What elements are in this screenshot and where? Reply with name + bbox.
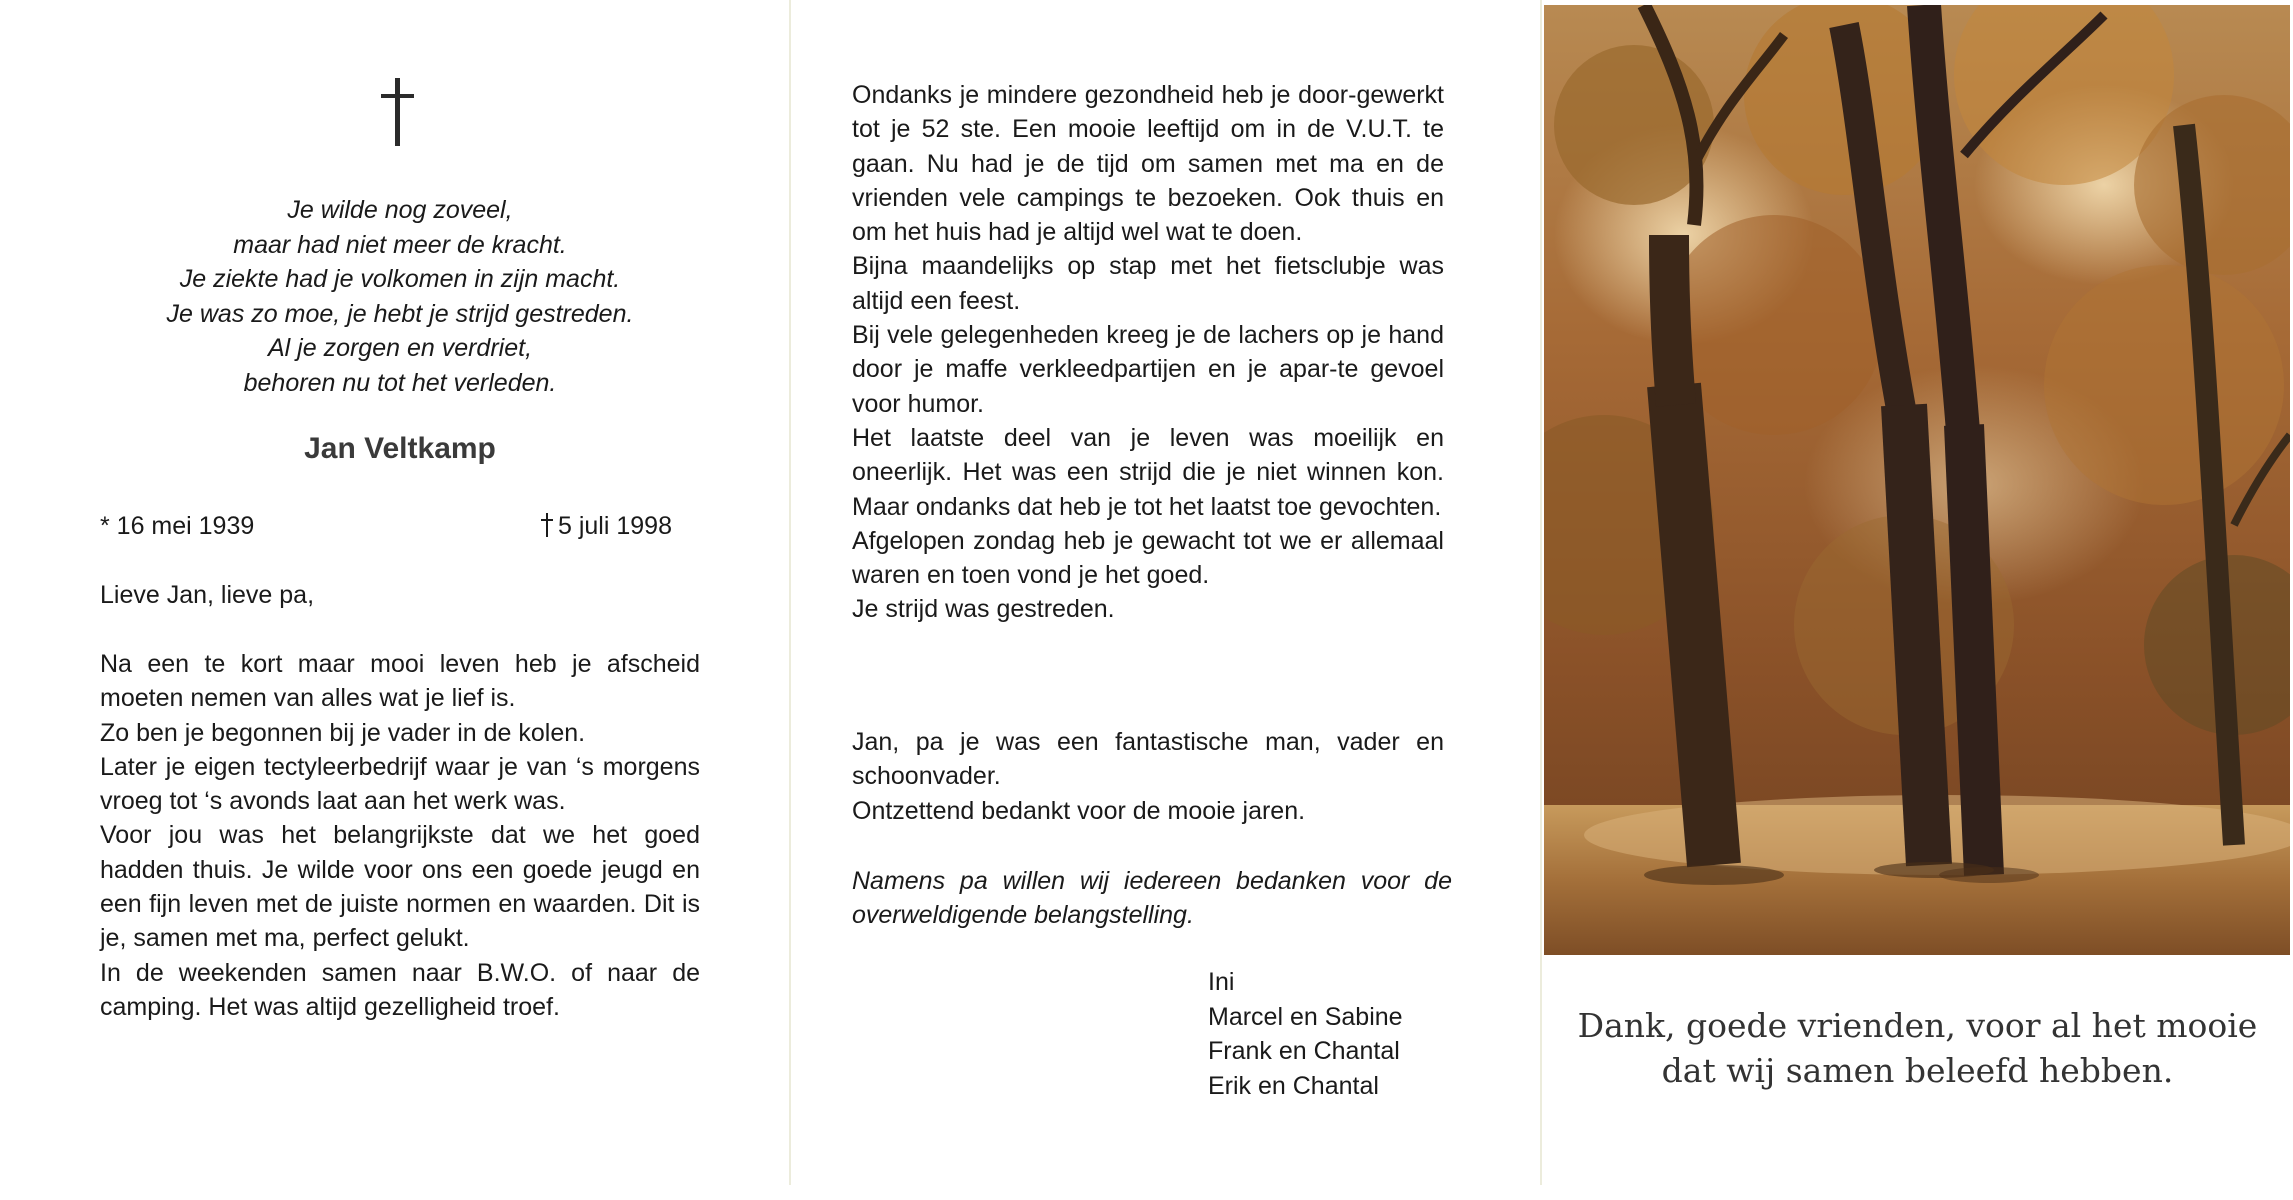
signer: Erik en Chantal: [1208, 1071, 1379, 1100]
verse-line: Je wilde nog zoveel,: [287, 196, 513, 224]
paragraph: Ondanks je mindere gezondheid heb je door-gewerkt tot je 52 ste. Een mooie leeftijd om in de V.U.T. te gaan. Nu had je de tijd om samen met ma en de vrienden vele campings te bezoeken. Ook thuis en om het huis had je altijd wel wat te doen.: [852, 81, 1444, 247]
tribute-text-middle: [852, 78, 1444, 627]
verse-line: maar had niet meer de kracht.: [233, 230, 567, 259]
verse-line: Je was zo moe, je hebt je strijd gestreden.: [166, 299, 634, 328]
verse-line: Al je zorgen en verdriet,: [267, 334, 533, 362]
paragraph: Het laatste deel van je leven was moeilijk en oneerlijk. Het was een strijd die je niet winnen kon. Maar ondanks dat heb je tot het laatst toe gevochten.: [852, 423, 1444, 521]
right-panel: [1542, 0, 2293, 1200]
signer: Marcel en Sabine: [1208, 1002, 1403, 1031]
caption-line: dat wij samen beleefd hebben.: [1661, 1051, 2174, 1090]
acknowledgement: Namens pa willen wij iedereen bedanken voor de overweldigende belangstelling.: [852, 867, 1452, 930]
verse-line: Je ziekte had je volkomen in zijn macht.: [179, 265, 621, 293]
birth-date: * 16 mei 1939: [100, 512, 255, 540]
memorial-verse: [80, 193, 720, 400]
paragraph: Later je eigen tectyleerbedrijf waar je van ‘s morgens vroeg tot ‘s avonds laat aan het werk was.: [100, 752, 700, 816]
paragraph: In de weekenden samen naar B.W.O. of naar de camping. Het was altijd gezelligheid troef.: [100, 958, 700, 1021]
middle-panel: [790, 0, 1542, 1200]
signer: Frank en Chantal: [1208, 1037, 1400, 1065]
tribute-text-left: [100, 647, 700, 1024]
paragraph: Ontzettend bedankt voor de mooie jaren.: [852, 796, 1306, 825]
paragraph: Bijna maandelijks op stap met het fietsclubje was altijd een feest.: [852, 252, 1444, 315]
paragraph: Jan, pa je was een fantastische man, vader en schoonvader.: [852, 728, 1444, 791]
deceased-name: Jan Veltkamp: [304, 432, 496, 465]
paragraph: Voor jou was het belangrijkste dat we het goed hadden thuis. Je wilde voor ons een goede jeugd en een fijn leven met de juiste normen en waarden. Dit is je, samen met ma, perfect gelukt.: [100, 821, 700, 953]
paragraph: Na een te kort maar mooi leven heb je afscheid moeten nemen van alles wat je lief is.: [100, 650, 700, 713]
paragraph: Afgelopen zondag heb je gewacht tot we er allemaal waren en toen vond je het goed.: [852, 526, 1444, 590]
paragraph: Zo ben je begonnen bij je vader in de kolen.: [100, 718, 586, 747]
paragraph: Je strijd was gestreden.: [852, 595, 1115, 624]
closing-text: [852, 725, 1444, 828]
autumn-forest-photo: [1544, 5, 2290, 955]
cross-icon: [378, 78, 418, 148]
caption-line: Dank, goede vrienden, voor al het mooie: [1577, 1006, 2258, 1045]
photo-caption: [1542, 1003, 2293, 1093]
salutation: Lieve Jan, lieve pa,: [100, 581, 315, 609]
death-date: 5 juli 1998: [558, 512, 672, 540]
family-signatures: [1208, 965, 1403, 1103]
death-cross-icon: [540, 513, 554, 537]
left-panel: [0, 0, 790, 1200]
death-date-row: [540, 512, 672, 541]
verse-line: behoren nu tot het verleden.: [243, 368, 557, 397]
signer: Ini: [1208, 968, 1235, 996]
paragraph: Bij vele gelegenheden kreeg je de lachers op je hand door je maffe verkleedpartijen en je apar-te gevoel voor humor.: [852, 321, 1444, 418]
